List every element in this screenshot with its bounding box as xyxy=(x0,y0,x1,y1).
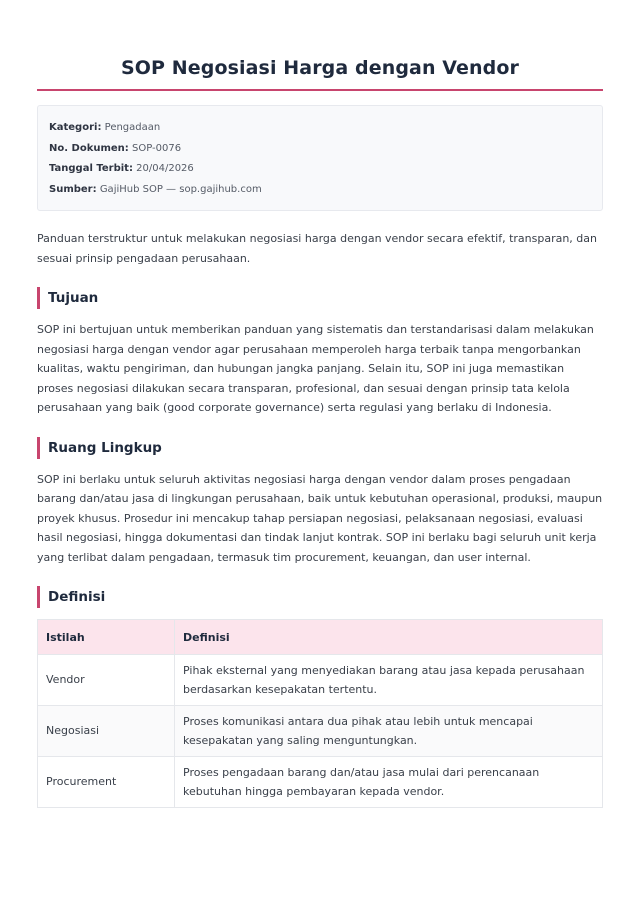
definition-cell: Pihak eksternal yang menyediakan barang atau jasa kepada perusahaan berdasarkan kesepakatan tertentu. xyxy=(175,655,603,706)
term-cell: Vendor xyxy=(38,655,175,706)
meta-issue-date: Tanggal Terbit: 20/04/2026 xyxy=(49,163,194,174)
title-divider xyxy=(37,89,603,91)
heading-accent-bar xyxy=(37,287,40,309)
section-body-ruang-lingkup: SOP ini berlaku untuk seluruh aktivitas negosiasi harga dengan vendor dalam proses pengadaan barang dan/atau jasa di lingkungan perusahaan, baik untuk kebutuhan operasional, produksi, maupun proyek khusus. Prosedur ini mencakup tahap persiapan negosiasi, pelaksanaan negosiasi, evaluasi hasil negosiasi, hingga dokumentasi dan tindak lanjut kontrak. SOP ini berlaku bagi seluruh unit kerja yang terlibat dalam pengadaan, termasuk tim procurement, keuangan, dan user internal. xyxy=(37,472,603,564)
metadata-box xyxy=(37,105,603,211)
table-row xyxy=(38,706,603,757)
term-cell: Procurement xyxy=(38,757,175,808)
heading-accent-bar xyxy=(37,586,40,608)
section-body-tujuan: SOP ini bertujuan untuk memberikan panduan yang sistematis dan terstandarisasi dalam melakukan negosiasi harga dengan vendor agar perusahaan memperoleh harga terbaik tanpa mengorbankan kualitas, waktu pengiriman, dan hubungan jangka panjang. Selain itu, SOP ini juga memastikan proses negosiasi dilakukan secara transparan, profesional, dan sesuai dengan prinsip tata kelola perusahaan yang baik (good corporate governance) serta regulasi yang berlaku di Indonesia. xyxy=(37,323,594,414)
section-heading-definisi: Definisi xyxy=(37,586,603,608)
section-heading-tujuan: Tujuan xyxy=(37,287,603,309)
table-row xyxy=(38,655,603,706)
column-header-definition: Definisi xyxy=(175,620,603,655)
section-heading-ruang-lingkup: Ruang Lingkup xyxy=(37,437,603,459)
table-row xyxy=(38,757,603,808)
intro-paragraph: Panduan terstruktur untuk melakukan negosiasi harga dengan vendor secara efektif, transparan, dan sesuai prinsip pengadaan perusahaan. xyxy=(37,232,597,265)
heading-accent-bar xyxy=(37,437,40,459)
column-header-term: Istilah xyxy=(38,620,175,655)
definition-cell: Proses komunikasi antara dua pihak atau lebih untuk mencapai kesepakatan yang saling menguntungkan. xyxy=(175,706,603,757)
table-header-row xyxy=(38,620,603,655)
meta-document-number: No. Dokumen: SOP-0076 xyxy=(49,142,182,154)
term-cell: Negosiasi xyxy=(38,706,175,757)
meta-category: Kategori: Pengadaan xyxy=(49,122,161,133)
definition-cell: Proses pengadaan barang dan/atau jasa mulai dari perencanaan kebutuhan hingga pembayaran kepada vendor. xyxy=(175,757,603,808)
definitions-table xyxy=(37,619,603,808)
page-title: SOP Negosiasi Harga dengan Vendor xyxy=(120,57,519,79)
meta-source: Sumber: GajiHub SOP — sop.gajihub.com xyxy=(49,183,262,195)
